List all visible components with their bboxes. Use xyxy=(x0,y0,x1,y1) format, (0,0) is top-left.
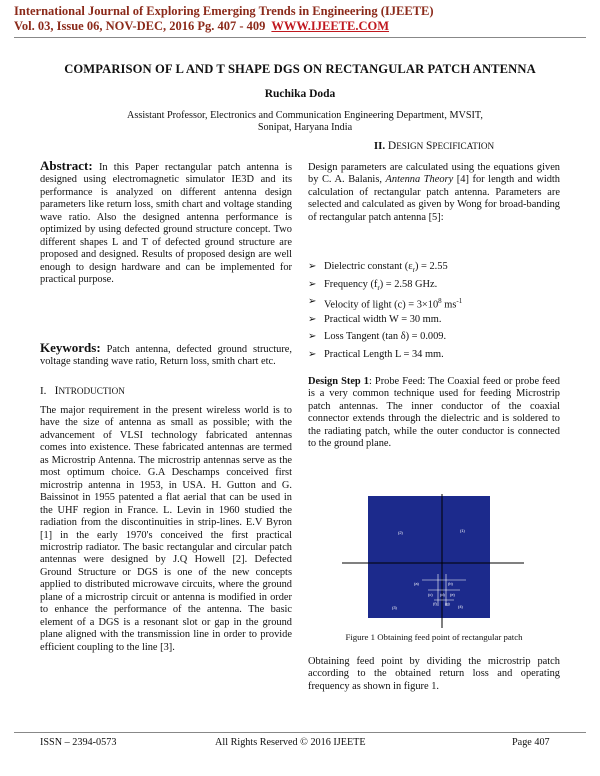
author-affiliation: Assistant Professor, Electronics and Communication Engineering Department, MVSIT, Sonipat, Haryana India xyxy=(127,110,483,133)
design-numeral: II. xyxy=(373,140,386,152)
design-text-before: Design parameters are calculated using the equations given by C. A. Balanis, xyxy=(308,162,560,186)
figure-description: Obtaining feed point by dividing the microstrip patch according to the obtained return loss and operating frequency as shown in figure 1. xyxy=(308,656,560,692)
intro-numeral: I. xyxy=(40,385,47,397)
journal-issue: Vol. 03, Issue 06, NOV-DEC, 2016 Pg. 407 - 409 xyxy=(14,19,266,33)
footer-rights: All Rights Reserved © 2016 IJEETE xyxy=(215,737,366,748)
param-loss-tangent: ➢ Loss Tangent (tan δ) = 0.009. xyxy=(308,328,560,346)
design-step-1 xyxy=(308,376,560,451)
design-heading-cap1: D xyxy=(387,140,397,152)
footer-issn: ISSN – 2394-0573 xyxy=(40,737,117,748)
parameter-list xyxy=(308,258,560,363)
fig-label-c: (c) xyxy=(428,592,433,597)
design-heading-rest1: ESIGN xyxy=(396,141,424,151)
figure-caption: Figure 1 Obtaining feed point of rectangular patch xyxy=(345,632,523,642)
design-intro xyxy=(308,162,560,224)
header-divider xyxy=(14,37,586,38)
book-title: Antenna Theory xyxy=(385,174,454,186)
feed-point-figure xyxy=(342,494,524,628)
param-velocity: ➢ Velocity of light $(c) = 3\times 10^8$ $ms^{-1}$ xyxy=(308,293,560,311)
footer-divider xyxy=(14,732,586,733)
fig-label-2: (2) xyxy=(398,530,403,535)
paper-title: COMPARISON OF L AND T SHAPE DGS ON RECTANGULAR PATCH ANTENNA xyxy=(64,62,536,76)
design-heading-cap2: S xyxy=(426,140,433,152)
abstract-text: In this Paper rectangular patch antenna is designed using electromagnetic simulator IE3D and its performance is analyzed on different antenna design parameters like return loss, smith chart and voltage standing wave ratio. Also the designed antenna performance is optimized by using defected ground structure concept. Two different shapes L and T of defected ground structure are proposed and designed. Results of proposed design are well enough to design hardware and can be implemented for practical purpose. xyxy=(40,162,292,286)
design-heading xyxy=(308,140,560,152)
param-frequency: ➢ Frequency $(f_r) = 2.58$ GHz. xyxy=(308,276,560,294)
intro-heading-rest: NTRODUCTION xyxy=(58,386,125,396)
intro-body: The major requirement in the present wireless world is to have the size of antenna as small as possible; with the advancement of VLSI technology fabricated antennas comes into existence. These fabricated antennas are termed as Microstrip Antenna. The microstrip antennas serve as the most optimum choice. G.A Deschamps conceived first microstrip antenna in 1953, in USA. H. Gutton and G. Baissinot in 1955 patented a flat aerial that can be used in the UHF region in France. L. Levin in 1960 studied the radiation from the discontinuities in strip-lines. E.V Byron [1] in the early 1970's conceived the first practical microstrip radiator. The basic rectangular and circular patch antennas were designed by J.Q Howell [2]. Defected Ground Structure or DGS is one of the new concepts applied to distributed microwave circuits, where the ground plane of a microstrip circuit or antenna is modified in order to enhance the performance of the antenna. The basic element of a DGS is a resonant slot or gap in the ground plane aligned with the transmission line in order to provide efficient coupling to the line [3]. xyxy=(40,405,292,653)
param-width: ➢ Practical width W = 30 mm. xyxy=(308,311,560,329)
fig-label-1: (1) xyxy=(460,528,465,533)
keywords-text: Patch antenna, defected ground structure, voltage standing wave ratio, Return loss, smith chart etc. xyxy=(40,344,292,368)
fig-label-e: (e) xyxy=(450,592,455,597)
footer-page: Page 407 xyxy=(512,737,550,748)
keywords-section xyxy=(40,342,292,369)
abstract-label: Abstract: xyxy=(40,158,93,173)
intro-heading-cap: I xyxy=(54,385,59,397)
design-text-after: [4] for length and width calculation of rectangular patch antenna. Parameters are selected and calculated as given by Wong for broad-banding of rectangular patch antenna [5]: xyxy=(308,174,560,223)
journal-url-link[interactable]: WWW.IJEETE.COM xyxy=(271,19,390,33)
fig-label-b: (b) xyxy=(448,581,453,586)
abstract-section xyxy=(40,160,292,287)
journal-name: International Journal of Exploring Emerging Trends in Engineering (IJEETE) xyxy=(14,4,434,18)
intro-heading xyxy=(40,385,292,397)
design-step-label: Design Step 1 xyxy=(308,376,369,387)
fig-label-d: (d) xyxy=(440,592,445,597)
journal-issue-line xyxy=(14,19,434,34)
fig-label-4: (4) xyxy=(458,604,463,609)
param-length: ➢ Practical Length L = 34 mm. xyxy=(308,346,560,364)
fig-label-f: (f) xyxy=(433,601,437,606)
fig-label-g: (g) xyxy=(445,601,450,606)
design-step-text: : Probe Feed: The Coaxial feed or probe feed is a very common technique used for feeding Microstrip patch antennas. The inner conductor of the coaxial connector extends through the dielectric and is soldered to the radiating patch, while the outer conductor is connected to the ground plane. xyxy=(308,376,560,450)
fig-label-3: (3) xyxy=(392,605,397,610)
design-heading-rest2: PECIFICATION xyxy=(432,141,495,151)
keywords-label: Keywords: xyxy=(40,340,101,355)
patch-plate xyxy=(368,496,490,618)
paper-author: Ruchika Doda xyxy=(264,88,336,100)
fig-label-a: (a) xyxy=(414,581,419,586)
param-dielectric: ➢ Dielectric constant $(\varepsilon_r) = 2.55$ xyxy=(308,258,560,276)
journal-header xyxy=(14,4,434,34)
